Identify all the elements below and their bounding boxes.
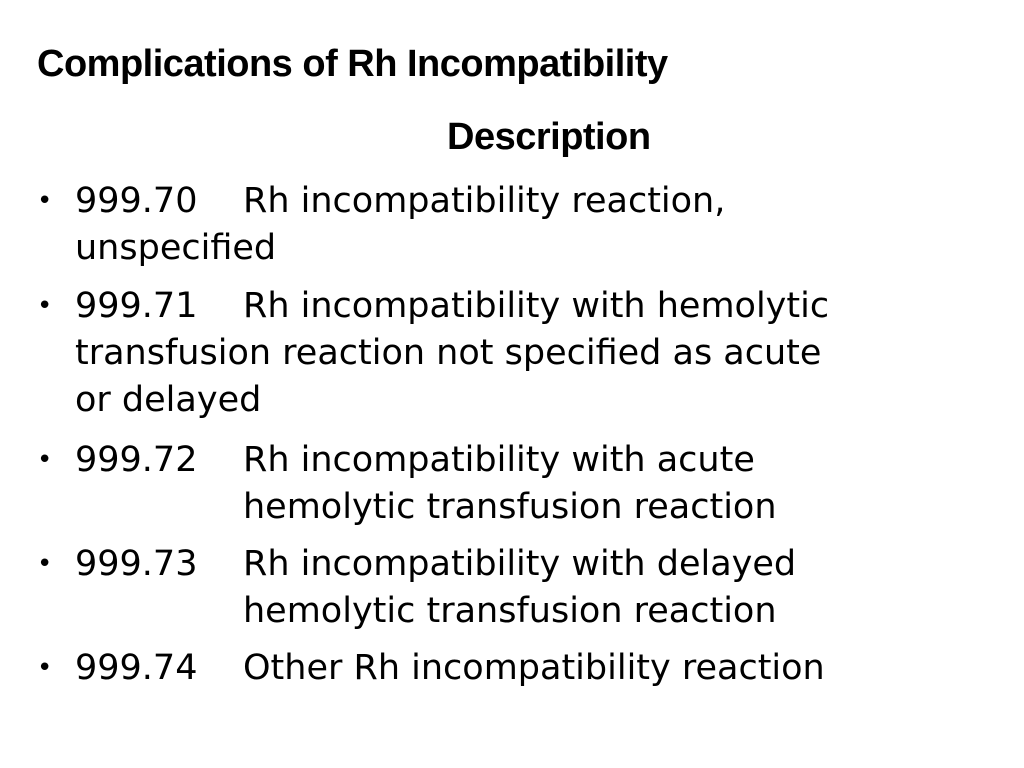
description-line: transfusion reaction not specified as acute xyxy=(75,333,822,373)
bullet-icon: • xyxy=(37,186,53,216)
diagnosis-code: 999.74 xyxy=(75,648,198,688)
list-item-text xyxy=(75,541,955,635)
description-line: unspecified xyxy=(75,228,277,268)
description-line: Rh incompatibility with acute xyxy=(243,440,755,480)
list-item-text xyxy=(75,437,955,531)
diagnosis-code: 999.70 xyxy=(75,181,198,221)
bullet-icon: • xyxy=(37,653,53,683)
slide-title: Complications of Rh Incompatibility xyxy=(37,43,668,85)
list-item-text xyxy=(75,645,955,692)
bullet-icon: • xyxy=(37,291,53,321)
slide-subtitle: Description xyxy=(447,116,651,158)
description-line: Other Rh incompatibility reaction xyxy=(243,648,825,688)
description-line: Rh incompatibility with delayed xyxy=(243,544,797,584)
list-item-text xyxy=(75,178,955,272)
diagnosis-code: 999.73 xyxy=(75,544,198,584)
description-line: Rh incompatibility with hemolytic xyxy=(243,286,830,326)
diagnosis-code: 999.71 xyxy=(75,286,198,326)
description-line: Rh incompatibility reaction, xyxy=(243,181,726,221)
description-line: hemolytic transfusion reaction xyxy=(243,487,777,527)
description-line: hemolytic transfusion reaction xyxy=(243,591,777,631)
bullet-icon: • xyxy=(37,445,53,475)
list-item-text xyxy=(75,283,955,424)
description-line: or delayed xyxy=(75,380,262,420)
diagnosis-code: 999.72 xyxy=(75,440,198,480)
bullet-icon: • xyxy=(37,549,53,579)
